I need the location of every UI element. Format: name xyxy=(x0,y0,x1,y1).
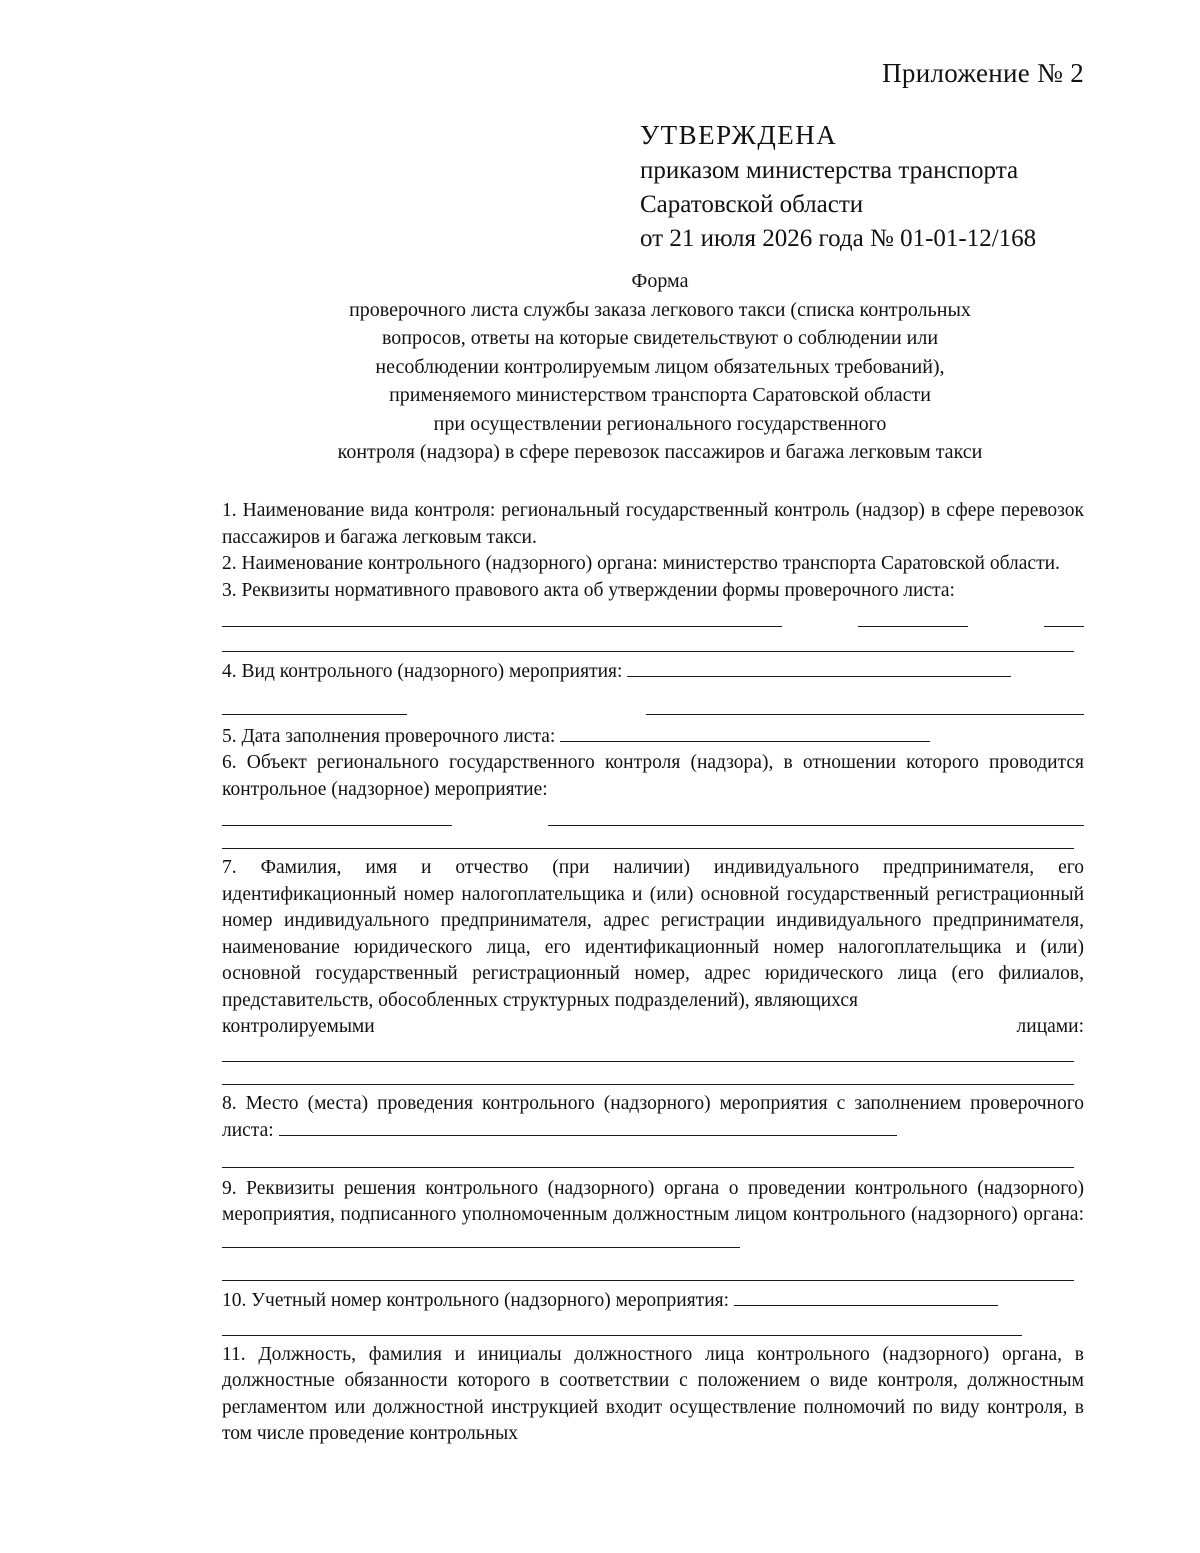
field-8-text: 8. Место (места) проведения контрольного (надзорного) мероприятия с заполнением проверочного листа: xyxy=(222,1092,1084,1141)
approval-line-order: приказом министерства транспорта xyxy=(640,157,1019,184)
field-4-fill-lines[interactable] xyxy=(222,714,1084,715)
fill-line[interactable] xyxy=(858,626,968,627)
field-5-fill-date: 5. Дата заполнения проверочного листа: xyxy=(222,725,556,747)
fill-line[interactable] xyxy=(222,1335,1022,1336)
field-7-end-left: контролируемыми xyxy=(222,1016,375,1037)
form-heading-line: контроля (надзора) в сфере перевозок пассажиров и багажа легковым такси xyxy=(337,441,983,463)
field-6-object: 6. Объект регионального государственного контроля (надзора), в отношении которого проводится контрольное (надзорное) мероприятие: xyxy=(222,752,1084,800)
fill-line[interactable] xyxy=(222,1167,1074,1168)
fill-line[interactable] xyxy=(222,825,452,826)
fill-line[interactable] xyxy=(646,714,1084,715)
form-title: Форма xyxy=(631,270,689,292)
field-4-row xyxy=(222,658,1084,686)
field-7-end-right: лицами: xyxy=(1016,1016,1084,1037)
field-8-place xyxy=(222,1091,1084,1145)
field-5-row xyxy=(222,723,1084,751)
approval-line-region: Саратовской области xyxy=(640,191,864,218)
field-9-text: 9. Реквизиты решения контрольного (надзорного) органа о проведении контрольного (надзорного) мероприятия, подписанного уполномоченным должностным лицом контрольного (надзорного) органа: xyxy=(222,1177,1084,1225)
field-7-controlled-person: 7. Фамилия, имя и отчество (при наличии) индивидуального предпринимателя, его идентификационный номер налогоплательщика и (или) основной государственный регистрационный номер индивидуального предпринимателя, адрес регистрации индивидуального предпринимателя, наименование юридического лица, его идентификационный номер налогоплательщика и (или) основной государственный регистрационный номер, адрес юридического лица (его филиалов, представительств, обособленных структурных подразделений), являющихся xyxy=(222,857,1084,1011)
appendix-number: Приложение № 2 xyxy=(882,58,1084,88)
fill-line[interactable] xyxy=(222,626,782,627)
fill-line[interactable] xyxy=(548,825,1084,826)
fill-line[interactable] xyxy=(222,651,1074,652)
fill-line[interactable] xyxy=(222,714,407,715)
form-heading-line: проверочного листа службы заказа легкового такси (списка контрольных xyxy=(349,298,971,321)
form-heading-line: применяемого министерством транспорта Саратовской области xyxy=(389,384,931,406)
field-10-record-number: 10. Учетный номер контрольного (надзорного) мероприятия: xyxy=(222,1290,730,1311)
field-10-row xyxy=(222,1287,1084,1315)
fill-line[interactable] xyxy=(222,1061,1074,1062)
field-2-authority: 2. Наименование контрольного (надзорного) органа: министерство транспорта Саратовской области. xyxy=(222,553,1060,574)
field-10-input-line[interactable] xyxy=(734,1287,998,1306)
form-heading xyxy=(240,267,1080,467)
field-9-decision xyxy=(222,1176,1084,1257)
fill-line[interactable] xyxy=(222,848,1074,849)
fill-line[interactable] xyxy=(222,1084,1074,1085)
field-8-input-line[interactable] xyxy=(279,1117,897,1136)
form-heading-line: при осуществлении регионального государственного xyxy=(433,412,887,435)
form-fields xyxy=(222,498,1084,1448)
approved-title: УТВЕРЖДЕНА xyxy=(640,120,838,150)
field-5-input-line[interactable] xyxy=(560,723,930,742)
form-heading-line: несоблюдении контролируемым лицом обязательных требований), xyxy=(375,355,945,378)
fill-line[interactable] xyxy=(1044,626,1084,627)
approval-line-date: от 21 июля 2026 года № 01-01-12/168 xyxy=(640,225,1037,252)
field-3-legal-act: 3. Реквизиты нормативного правового акта об утверждении формы проверочного листа: xyxy=(222,579,955,601)
field-7-last-line xyxy=(222,1014,1084,1041)
field-11-official: 11. Должность, фамилия и инициалы должностного лица контрольного (надзорного) органа, в должностные обязанности которого в соответствии с положением о виде контроля, должностным регламентом или должностной инструкцией входит осуществление полномочий по виду контроля, в том числе проведение контрольных xyxy=(222,1343,1084,1444)
form-heading-line: вопросов, ответы на которые свидетельствуют о соблюдении или xyxy=(381,327,939,349)
field-4-input-line[interactable] xyxy=(627,658,1011,677)
field-9-input-line[interactable] xyxy=(222,1229,740,1248)
field-4-event-type: 4. Вид контрольного (надзорного) мероприятия: xyxy=(222,661,623,682)
field-1-control-type: 1. Наименование вида контроля: региональный государственный контроль (надзор) в сфере перевозок пассажиров и багажа легковым такси. xyxy=(222,500,1084,548)
approval-block xyxy=(640,118,1036,256)
field-6-fill-lines[interactable] xyxy=(222,825,1084,826)
field-3-fill-lines[interactable] xyxy=(222,626,1084,627)
fill-line[interactable] xyxy=(222,1280,1074,1281)
